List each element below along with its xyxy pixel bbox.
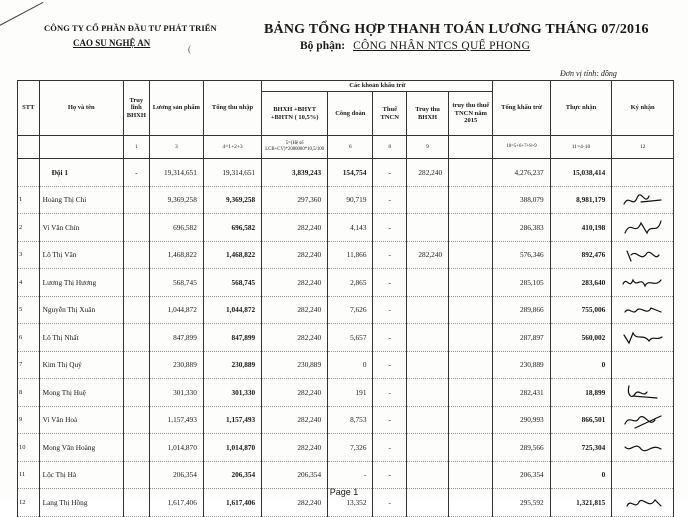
row-tong-thu-nhap: 206,354 xyxy=(203,461,261,489)
row-thuc-nhan: 866,501 xyxy=(550,406,612,434)
row-signature-cell xyxy=(612,351,674,379)
row-thuc-nhan: 0 xyxy=(550,461,612,489)
row-truy-linh xyxy=(123,406,149,434)
row-tong-thu-nhap: 230,889 xyxy=(203,351,261,379)
row-truy-thu-thue xyxy=(449,241,493,269)
row-truy-linh xyxy=(123,351,149,379)
row-truy-linh xyxy=(123,461,149,489)
row-stt: 11 xyxy=(18,461,40,489)
col-tong-khau-tru: Tổng khấu trừ xyxy=(493,81,550,136)
row-signature-cell xyxy=(612,296,674,324)
row-bhxh: 297,360 xyxy=(262,186,328,214)
group-cong-doan: 154,754 xyxy=(328,159,373,187)
formula-cell: 4=1+2+3 xyxy=(203,136,261,159)
row-luong-san-pham: 1,157,493 xyxy=(149,406,203,434)
row-signature-cell xyxy=(612,241,674,269)
row-truy-linh xyxy=(123,241,149,269)
group-signature-cell xyxy=(612,159,674,187)
row-truy-linh xyxy=(123,324,149,352)
row-thue: - xyxy=(373,269,407,297)
row-bhxh: 282,240 xyxy=(262,434,328,462)
row-stt: 2 xyxy=(18,214,40,242)
row-bhxh: 206,354 xyxy=(262,461,328,489)
table-row xyxy=(18,351,674,379)
formula-cell: 5=(Hệ số LCB+CV)*2080000*10,5/100 xyxy=(262,136,328,159)
row-tong-thu-nhap: 1,468,822 xyxy=(203,241,261,269)
row-truy-thu-bhxh xyxy=(406,379,448,407)
group-thuc-nhan: 15,038,414 xyxy=(550,159,612,187)
row-bhxh: 282,240 xyxy=(262,324,328,352)
document-title: BẢNG TỔNG HỢP THANH TOÁN LƯƠNG THÁNG 07/2016 xyxy=(264,22,649,37)
formula-cell: 9 xyxy=(406,136,448,159)
row-tong-thu-nhap: 9,369,258 xyxy=(203,186,261,214)
row-thue: - xyxy=(373,296,407,324)
row-luong-san-pham: 230,889 xyxy=(149,351,203,379)
row-name: Lương Thị Hương xyxy=(39,269,123,297)
handwritten-signature-icon xyxy=(621,382,665,402)
group-row xyxy=(18,159,674,187)
row-cong-doan: - xyxy=(328,461,373,489)
group-tong-khau-tru: 4,276,237 xyxy=(493,159,550,187)
payroll-table xyxy=(17,80,674,517)
row-name: Kim Thị Quý xyxy=(39,351,123,379)
row-cong-doan: 2,865 xyxy=(328,269,373,297)
row-luong-san-pham: 696,582 xyxy=(149,214,203,242)
row-name: Lang Thị Hồng xyxy=(39,489,123,517)
row-thue: - xyxy=(373,351,407,379)
row-signature-cell xyxy=(612,379,674,407)
row-truy-linh xyxy=(123,296,149,324)
row-bhxh: 282,240 xyxy=(262,269,328,297)
row-truy-linh xyxy=(123,269,149,297)
row-thue: - xyxy=(373,186,407,214)
row-stt: 9 xyxy=(18,406,40,434)
table-row xyxy=(18,269,674,297)
row-stt: 6 xyxy=(18,324,40,352)
row-signature-cell xyxy=(612,461,674,489)
row-bhxh: 282,240 xyxy=(262,214,328,242)
handwritten-signature-icon xyxy=(621,437,665,457)
row-signature-cell xyxy=(612,324,674,352)
col-tong-thu-nhap: Tổng thu nhập xyxy=(203,81,261,136)
handwritten-signature-icon xyxy=(621,300,665,320)
row-luong-san-pham: 1,617,406 xyxy=(149,489,203,517)
row-thue: - xyxy=(373,406,407,434)
row-cong-doan: 7,326 xyxy=(328,434,373,462)
group-truy-linh: - xyxy=(123,159,149,187)
row-truy-thu-bhxh xyxy=(406,434,448,462)
group-thue: - xyxy=(373,159,407,187)
col-truy-linh: Truy lĩnh BHXH xyxy=(123,81,149,136)
row-cong-doan: 5,657 xyxy=(328,324,373,352)
row-cong-doan: 191 xyxy=(328,379,373,407)
row-name: Lô Thị Vân xyxy=(39,241,123,269)
row-truy-thu-bhxh xyxy=(406,214,448,242)
row-tong-khau-tru: 285,105 xyxy=(493,269,550,297)
row-thue: - xyxy=(373,324,407,352)
row-tong-khau-tru: 576,346 xyxy=(493,241,550,269)
row-tong-khau-tru: 206,354 xyxy=(493,461,550,489)
table-row xyxy=(18,461,674,489)
row-thuc-nhan: 725,304 xyxy=(550,434,612,462)
row-name: Mong Văn Hoàng xyxy=(39,434,123,462)
row-thuc-nhan: 283,640 xyxy=(550,269,612,297)
row-name: Mong Thị Huệ xyxy=(39,379,123,407)
row-tong-khau-tru: 290,993 xyxy=(493,406,550,434)
formula-cell: 6 xyxy=(328,136,373,159)
page-number: Page 1 xyxy=(329,487,359,497)
company-name-line1: CÔNG TY CỔ PHẦN ĐẦU TƯ PHÁT TRIỂN xyxy=(44,23,217,33)
payroll-body xyxy=(18,136,674,517)
row-cong-doan: 4,143 xyxy=(328,214,373,242)
row-name: Lô Thị Nhất xyxy=(39,324,123,352)
row-luong-san-pham: 1,014,870 xyxy=(149,434,203,462)
col-thue-tncn: Thuế TNCN xyxy=(373,92,407,136)
row-bhxh: 282,240 xyxy=(262,241,328,269)
row-truy-linh xyxy=(123,214,149,242)
row-name: Nguyễn Thị Xuân xyxy=(39,296,123,324)
row-truy-thu-thue xyxy=(449,406,493,434)
row-stt: 3 xyxy=(18,241,40,269)
formula-cell: 8 xyxy=(373,136,407,159)
row-signature-cell xyxy=(612,214,674,242)
table-row xyxy=(18,406,674,434)
row-thuc-nhan: 8,981,179 xyxy=(550,186,612,214)
row-thue: - xyxy=(373,489,407,517)
formula-cell xyxy=(39,136,123,159)
row-luong-san-pham: 847,899 xyxy=(149,324,203,352)
row-bhxh: 282,240 xyxy=(262,296,328,324)
row-tong-thu-nhap: 1,157,493 xyxy=(203,406,261,434)
row-signature-cell xyxy=(612,269,674,297)
row-stt: 4 xyxy=(18,269,40,297)
row-luong-san-pham: 301,330 xyxy=(149,379,203,407)
row-thuc-nhan: 755,006 xyxy=(550,296,612,324)
row-truy-thu-thue xyxy=(449,214,493,242)
row-tong-khau-tru: 230,889 xyxy=(493,351,550,379)
department-value: CÔNG NHÂN NTCS QUẾ PHONG xyxy=(353,40,531,52)
company-name-line2: CAO SU NGHỆ AN xyxy=(73,38,151,48)
row-thue: - xyxy=(373,214,407,242)
row-tong-khau-tru: 388,079 xyxy=(493,186,550,214)
row-truy-linh xyxy=(123,379,149,407)
formula-row xyxy=(18,136,674,159)
row-thuc-nhan: 0 xyxy=(550,351,612,379)
row-truy-thu-thue xyxy=(449,186,493,214)
row-tong-khau-tru: 295,592 xyxy=(493,489,550,517)
row-bhxh: 282,240 xyxy=(262,489,328,517)
row-truy-thu-bhxh xyxy=(406,461,448,489)
col-ky-nhan: Ký nhận xyxy=(612,81,674,136)
row-truy-thu-thue xyxy=(449,351,493,379)
handwritten-signature-icon xyxy=(621,217,665,237)
group-truy-thu-thue xyxy=(449,159,493,187)
group-name: Đội 1 xyxy=(39,159,123,187)
row-stt: 1 xyxy=(18,186,40,214)
currency-unit: Đơn vị tính: đồng xyxy=(560,69,617,78)
department-line xyxy=(300,40,530,52)
row-truy-thu-bhxh xyxy=(406,324,448,352)
row-truy-thu-thue xyxy=(449,434,493,462)
group-tong-thu-nhap: 19,314,651 xyxy=(203,159,261,187)
row-bhxh: 230,889 xyxy=(262,351,328,379)
row-truy-thu-thue xyxy=(449,324,493,352)
table-row xyxy=(18,186,674,214)
row-truy-linh xyxy=(123,434,149,462)
col-stt: STT xyxy=(18,81,40,136)
department-label: Bộ phận: xyxy=(300,40,346,52)
row-thue: - xyxy=(373,379,407,407)
row-truy-thu-bhxh xyxy=(406,186,448,214)
row-stt: 5 xyxy=(18,296,40,324)
row-truy-thu-bhxh xyxy=(406,269,448,297)
row-cong-doan: 7,626 xyxy=(328,296,373,324)
row-cong-doan: 90,719 xyxy=(328,186,373,214)
row-truy-thu-bhxh xyxy=(406,351,448,379)
formula-cell: 12 xyxy=(612,136,674,159)
group-bhxh: 3,839,243 xyxy=(262,159,328,187)
group-stt xyxy=(18,159,40,187)
row-tong-thu-nhap: 301,330 xyxy=(203,379,261,407)
table-row xyxy=(18,324,674,352)
row-thuc-nhan: 892,476 xyxy=(550,241,612,269)
formula-cell: 10=5+6+7+8+9 xyxy=(493,136,550,159)
row-tong-thu-nhap: 696,582 xyxy=(203,214,261,242)
row-truy-linh xyxy=(123,186,149,214)
row-thuc-nhan: 560,002 xyxy=(550,324,612,352)
table-row xyxy=(18,296,674,324)
handwritten-signature-icon xyxy=(621,245,665,265)
handwritten-signature-icon xyxy=(621,190,665,210)
row-bhxh: 282,240 xyxy=(262,406,328,434)
row-luong-san-pham: 206,354 xyxy=(149,461,203,489)
col-luong-san-pham: Lương sản phẩm xyxy=(149,81,203,136)
col-truy-thu-thue: truy thu thuế TNCN năm 2015 xyxy=(449,92,493,136)
row-tong-thu-nhap: 1,014,870 xyxy=(203,434,261,462)
col-name: Họ và tên xyxy=(39,81,123,136)
row-stt: 10 xyxy=(18,434,40,462)
row-name: Vi Văn Chín xyxy=(39,214,123,242)
formula-cell xyxy=(449,136,493,159)
handwritten-signature-icon xyxy=(621,327,665,347)
pencil-mark: ( xyxy=(188,44,191,54)
row-truy-thu-thue xyxy=(449,269,493,297)
row-luong-san-pham: 1,044,872 xyxy=(149,296,203,324)
row-thue: - xyxy=(373,434,407,462)
group-truy-thu-bhxh: 282,240 xyxy=(406,159,448,187)
row-tong-thu-nhap: 847,899 xyxy=(203,324,261,352)
col-cong-doan: Công đoàn xyxy=(328,92,373,136)
row-tong-khau-tru: 289,566 xyxy=(493,434,550,462)
col-bhxh: BHXH +BHYT +BHTN ( 10,5%) xyxy=(262,92,328,136)
formula-cell: 1 xyxy=(123,136,149,159)
handwritten-signature-icon xyxy=(621,272,665,292)
row-truy-thu-bhxh xyxy=(406,296,448,324)
table-row xyxy=(18,434,674,462)
row-stt: 7 xyxy=(18,351,40,379)
row-name: Lộc Thị Hà xyxy=(39,461,123,489)
row-truy-thu-bhxh xyxy=(406,406,448,434)
row-name: Vi Văn Hoà xyxy=(39,406,123,434)
row-stt: 12 xyxy=(18,489,40,517)
row-tong-khau-tru: 287,897 xyxy=(493,324,550,352)
row-truy-thu-thue xyxy=(449,461,493,489)
row-tong-khau-tru: 282,431 xyxy=(493,379,550,407)
table-row xyxy=(18,241,674,269)
row-cong-doan: 0 xyxy=(328,351,373,379)
row-tong-khau-tru: 286,383 xyxy=(493,214,550,242)
corner-fold-line xyxy=(0,2,43,31)
row-tong-khau-tru: 289,866 xyxy=(493,296,550,324)
row-truy-thu-bhxh: 282,240 xyxy=(406,241,448,269)
table-row xyxy=(18,214,674,242)
col-group-deductions: Các khoản khấu trừ xyxy=(262,81,493,92)
row-cong-doan: 13,352 xyxy=(328,489,373,517)
row-thue: - xyxy=(373,461,407,489)
row-tong-thu-nhap: 1,044,872 xyxy=(203,296,261,324)
table-row xyxy=(18,379,674,407)
col-thuc-nhan: Thực nhận xyxy=(550,81,612,136)
row-signature-cell xyxy=(612,186,674,214)
row-thue: - xyxy=(373,241,407,269)
formula-cell: 11=4-10 xyxy=(550,136,612,159)
row-signature-cell xyxy=(612,434,674,462)
row-bhxh: 282,240 xyxy=(262,379,328,407)
row-cong-doan: 8,753 xyxy=(328,406,373,434)
row-name: Hoàng Thị Chi xyxy=(39,186,123,214)
row-luong-san-pham: 9,369,258 xyxy=(149,186,203,214)
row-luong-san-pham: 1,468,822 xyxy=(149,241,203,269)
row-tong-thu-nhap: 568,745 xyxy=(203,269,261,297)
group-luong-san-pham: 19,314,651 xyxy=(149,159,203,187)
formula-cell xyxy=(18,136,40,159)
row-truy-thu-thue xyxy=(449,379,493,407)
formula-cell: 3 xyxy=(149,136,203,159)
row-luong-san-pham: 568,745 xyxy=(149,269,203,297)
row-thuc-nhan: 18,899 xyxy=(550,379,612,407)
row-tong-thu-nhap: 1,617,406 xyxy=(203,489,261,517)
row-cong-doan: 11,866 xyxy=(328,241,373,269)
col-truy-thu-bhxh: Truy thu BHXH xyxy=(406,92,448,136)
row-stt: 8 xyxy=(18,379,40,407)
row-truy-thu-thue xyxy=(449,296,493,324)
row-signature-cell xyxy=(612,406,674,434)
row-thuc-nhan: 410,198 xyxy=(550,214,612,242)
row-thuc-nhan: 1,321,815 xyxy=(550,489,612,517)
handwritten-signature-icon xyxy=(621,410,665,430)
